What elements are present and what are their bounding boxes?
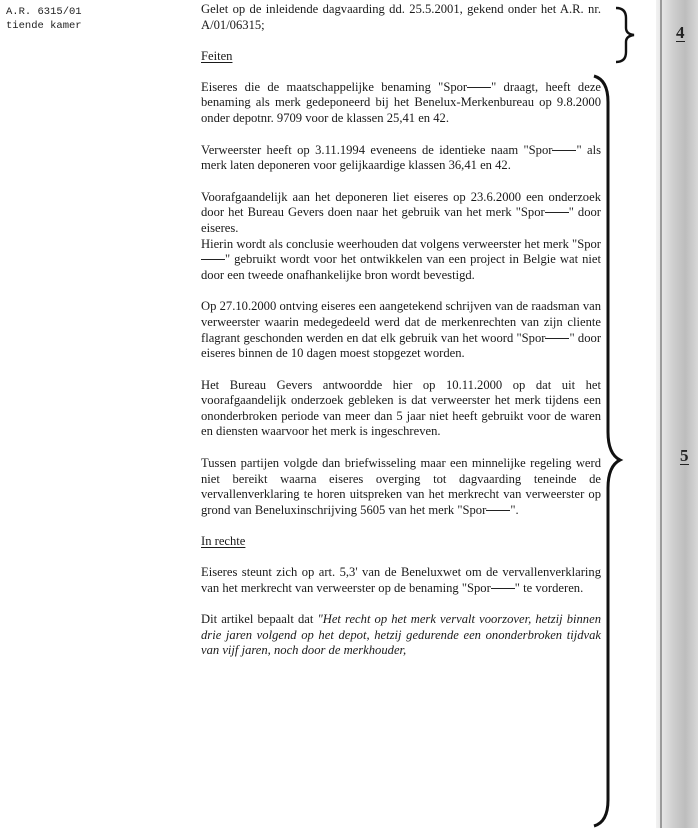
paragraph-6: Tussen partijen volgde dan briefwisseling maar een minnelijke regeling werd niet bereikt waarna eiseres overging tot dagvaarding teneinde de vervallenverklaring te horen uitspreken van het merkrecht van verweerster op grond van Beneluxinschrijving 5605 van het merk "Spor ". <box>201 456 601 517</box>
paragraph-4: Op 27.10.2000 ontving eiseres een aangetekend schrijven van de raadsman van verweerster waarin medegedeeld werd dat de merkenrechten van zijn cliente flagrant geschonden werden en dat elk gebruik van het woord "Spor " door eiseres binnen de 10 dagen moest stopgezet worden. <box>201 299 602 361</box>
large-brace <box>590 72 630 828</box>
paragraph-3: Voorafgaandelijk aan het deponeren liet eiseres op 23.6.2000 een onderzoek door het Bureau Gevers doen naar het gebruik van het merk "Spor " door eiseres. <box>201 189 602 235</box>
redaction-mark <box>467 87 491 88</box>
margin-page-number-4: 4 <box>676 23 685 42</box>
heading-in-rechte: In rechte <box>201 534 246 549</box>
paragraph-7: Eiseres steunt zich op art. 5,3' van de Beneluxwet om de vervallenverklaring van het merkrecht van verweerster op de benaming "Spor " te vorderen. <box>201 565 601 595</box>
paragraph-8: Dit artikel bepaalt dat "Het recht op het merk vervalt voorzover, hetzij binnen drie jaren volgend op het depot, hetzij gedurende een ononderbroken tijdvak van vijf jaren, noch door de merkhouder, <box>201 612 601 658</box>
redaction-mark <box>545 212 569 213</box>
paragraph-3-continued: Hierin wordt als conclusie weerhouden dat volgens verweerster het merk "Spor" gebruikt wordt voor het ontwikkelen van een project in Belgie wat niet door een tweede onafhankelijke bron wordt bevestigd. <box>201 236 601 282</box>
paragraph-1: Eiseres die de maatschappelijke benaming "Spor " draagt, heeft deze benaming als merk gedeponeerd bij het Benelux-Merkenbureau op 9.8.2000 onder depotnr. 9709 voor de klassen 25,41 en 42. <box>201 79 601 125</box>
case-reference <box>6 5 82 33</box>
quoted-article: "Het recht op het merk vervalt voorzover, hetzij binnen drie jaren volgend op het depot, hetzij gedurende een ononderbroken tijdvak van vijf jaren, noch door de merkhouder, <box>201 612 601 658</box>
page-margin-line <box>660 0 662 828</box>
redaction-mark <box>491 588 515 589</box>
redaction-mark <box>545 338 569 339</box>
intro-text: Gelet op de inleidende dagvaarding dd. 25.5.2001, gekend onder het A.R. nr. A/01/06315; <box>201 2 601 32</box>
redaction-mark <box>486 510 510 511</box>
case-number: A.R. 6315/01 <box>6 6 82 18</box>
document-body <box>201 2 601 675</box>
chamber: tiende kamer <box>6 20 82 32</box>
paragraph-2: Verweerster heeft op 3.11.1994 eveneens de identieke naam "Spor " als merk laten deponeren voor gelijkaardige klassen 36,41 en 42. <box>201 142 602 173</box>
intro-paragraph <box>201 2 601 33</box>
small-brace <box>610 4 640 64</box>
redaction-mark <box>201 259 225 260</box>
heading-feiten: Feiten <box>201 49 233 64</box>
margin-page-number-5: 5 <box>680 446 689 465</box>
page-margin-shadow <box>656 0 698 828</box>
paragraph-5: Het Bureau Gevers antwoordde hier op 10.11.2000 op dat uit het voorafgaandelijk onderzoek gebleken is dat verweerster het merk tijdens een ononderbroken periode van meer dan 5 jaar niet heeft gebruikt voor de waren en diensten waarvoor het merk is ingeschreven. <box>201 377 601 439</box>
redaction-mark <box>552 150 576 151</box>
